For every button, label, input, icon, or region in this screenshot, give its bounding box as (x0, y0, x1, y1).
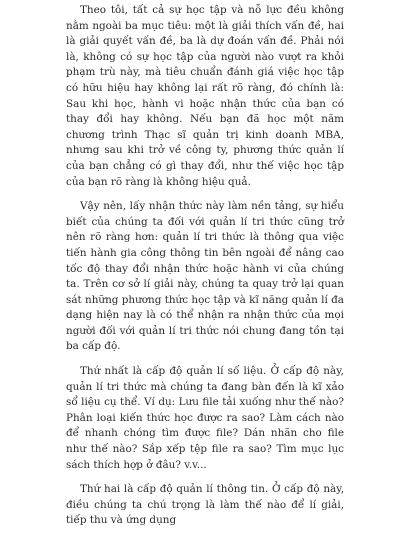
page-text (66, 3, 344, 538)
paragraph-2: Vậy nên, lấy nhận thức này làm nền tảng, sự hiểu biết của chúng ta đối với quản lí tri thức cũng trở nên rõ ràng hơn: quản lí tri thức là thông qua việc tiến hành gia công thông tin bên ngoài để nâng cao tốc độ thay đổi nhận thức hoặc hành vi của chúng ta. Trên cơ sở lí giải này, chúng ta quay trở lại quan sát những phương thức học tập và kĩ năng quản lí đa dạng hiện nay là có thể nhận ra nhận thức của mọi người đối với quản lí tri thức nói chung đang tồn tại ba cấp độ. (66, 200, 344, 353)
paragraph-1: Theo tôi, tất cả sự học tập và nỗ lực đều không nằm ngoài ba mục tiêu: một là giải thích vấn đề, hai là giải quyết vấn đề, ba là dự đoán vấn đề. Phải nói là, không có sự học tập của người nào vượt ra khỏi phạm trù này, mà tiêu chuẩn đánh giá việc học tập có hữu hiệu hay không lại rất rõ ràng, đó chính là: Sau khi học, hành vi hoặc nhận thức của bạn có thay đổi hay không. Nếu bạn đã học một năm chương trình Thạc sĩ quản trị kinh doanh MBA, nhưng sau khi trở về công ty, phương thức quản lí của bạn chẳng có gì thay đổi, như thế việc học tập của bạn rõ ràng là không hiệu quả. (66, 4, 344, 188)
paragraph-4: Thứ hai là cấp độ quản lí thông tin. Ở cấp độ này, điều chúng ta chú trọng là làm thế nào để lí giải, tiếp thu và ứng dụng (66, 483, 344, 527)
paragraph-3: Thứ nhất là cấp độ quản lí số liệu. Ở cấp độ này, quản lí tri thức mà chúng ta đang bàn đến là kĩ xảo sổ liệu cụ thể. Ví dụ: Lưu file tải xuống như thế nào? Phân loại kiến thức học được ra sao? Làm cách nào để nhanh chóng tìm được file? Dán nhãn cho file như thế nào? Sắp xếp tệp file ra sao? Tìm mục lục sách thích hợp ở đâu? v.v... (66, 365, 344, 471)
